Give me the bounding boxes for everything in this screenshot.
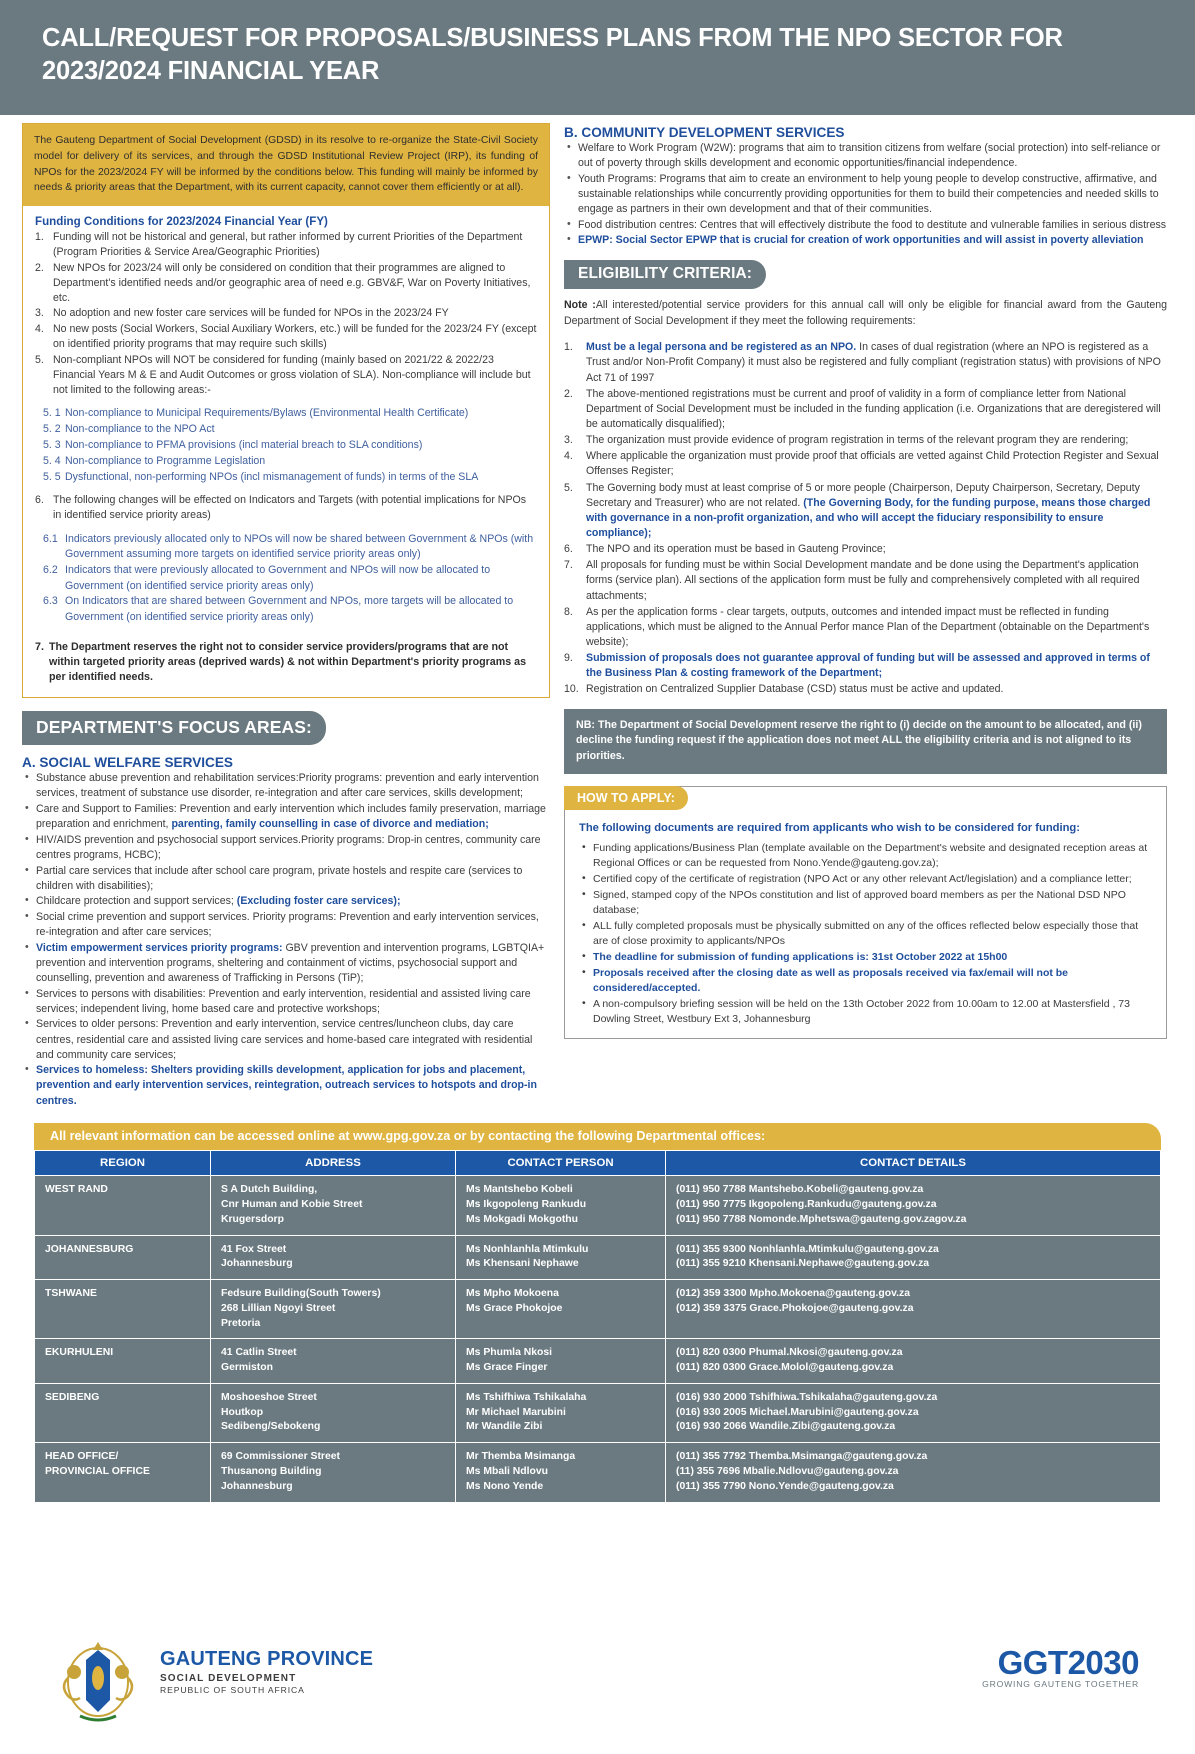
item-number: 7.	[564, 559, 573, 572]
list-item	[22, 941, 550, 986]
content-columns	[0, 115, 1195, 1109]
list-item	[564, 172, 1167, 217]
list-item	[35, 594, 537, 625]
right-column	[564, 123, 1167, 1109]
list-item	[22, 910, 550, 940]
intro-paragraph: The Gauteng Department of Social Development (GDSD) in its resolve to re-organize the State-Civil Society model for delivery of its services, and through the GDSD Institutional Review Project (IRP), its funding of NPOs for the 2023/2024 FY will be informed by the conditions below. This funding will mainly be informed by needs & priority areas that the Department, with its current capacity, cannot cover them efficiently or at all).	[23, 124, 549, 206]
list-item	[35, 306, 537, 321]
list-item	[564, 449, 1167, 479]
page-footer	[0, 1614, 1195, 1754]
list-item	[35, 470, 537, 485]
cell-region: TSHWANE	[35, 1280, 211, 1339]
item-number: 5. 5	[43, 470, 61, 483]
list-item	[579, 841, 1152, 871]
page-header	[0, 0, 1195, 115]
left-column	[22, 123, 550, 1109]
funding-conditions-list	[35, 230, 537, 397]
item-number: 6.2	[43, 564, 58, 577]
item-number: 1.	[35, 231, 44, 244]
item-number: 5. 4	[43, 454, 61, 467]
item-text: New NPOs for 2023/24 will only be considered on condition that their programmes are aligned to Department's identified needs and/or geographic area of need e.g. GBV&F, War on Poverty Initiatives, etc.	[53, 261, 531, 304]
section-a-title: A. SOCIAL WELFARE SERVICES	[22, 755, 233, 771]
cell-region: SEDIBENG	[35, 1383, 211, 1442]
list-item	[35, 406, 537, 421]
condition-7	[35, 640, 537, 686]
item-text: Social crime prevention and support services. Priority programs: Prevention and early intervention services, re-integration and after care services;	[36, 910, 539, 939]
indicators-sublist	[35, 532, 537, 625]
item-number: 6.	[35, 494, 44, 507]
item-text: Funding applications/Business Plan (template available on the Department's website and designated reception areas at Regional Offices or can be requested from Nono.Yende@gauteng.gov.za);	[593, 841, 1148, 869]
item-highlight: EPWP: Social Sector EPWP that is crucial for creation of work opportunities and will assist in poverty alleviation	[578, 234, 1144, 247]
cell-details: (011) 355 9300 Nonhlanhla.Mtimkulu@gauteng.gov.za (011) 355 9210 Khensani.Nephawe@gauteng.gov.za	[666, 1235, 1161, 1280]
contacts-section	[34, 1123, 1161, 1502]
item-number: 4.	[35, 322, 44, 335]
item-text: Partial care services that include after school care program, private hostels and respite care (services to children with disabilities);	[36, 864, 523, 892]
table-body	[35, 1176, 1161, 1502]
item-text: ALL fully completed proposals must be physically submitted on any of the offices reflected below especially those that are of close proximity to applicants/NPOs	[593, 919, 1139, 947]
cell-address: 69 Commissioner Street Thusanong Building Johannesburg	[211, 1443, 456, 1502]
list-item	[564, 651, 1167, 681]
item-text: Indicators that were previously allocated to Government and NPOs will now be allocated to Government (on identified service priority areas only)	[65, 564, 491, 592]
item-text: Youth Programs: Programs that aim to create an environment to help young people to develop constructive, affirmative, and sustainable relationships while concurrently providing opportunities for them to build their competencies and needed skills to engage as partners in their own development and that of their communities.	[578, 172, 1159, 216]
item-text: All proposals for funding must be within Social Development mandate and be done using the Department's application forms (service plan). All sections of the application form must be fully and comprehensively completed with all required attachments;	[586, 559, 1140, 602]
list-item	[22, 833, 550, 863]
item-text: Indicators previously allocated only to NPOs will now be shared between Government & NPOs (with Government assuming more targets on identified service priority areas only)	[65, 532, 534, 561]
item-highlight: Services to homeless: Shelters providing skills development, application for jobs and placement, prevention and early intervention services, reintegration, outreach services to hotspots and drop-in centres.	[36, 1064, 537, 1107]
country-name: REPUBLIC OF SOUTH AFRICA	[160, 1685, 305, 1695]
item-text: The organization must provide evidence of program registration in terms of the relevant program they are rendering;	[586, 434, 1129, 447]
item-number: 5. 3	[43, 438, 61, 451]
list-item	[35, 422, 537, 437]
nb-box: NB: The Department of Social Development reserve the right to (i) decide on the amount to be allocated, and (ii) decline the funding request if the application does not meet ALL the eligibility criteria and is not aligned to its priorities.	[564, 709, 1167, 775]
item-text: Food distribution centres: Centres that will effectively distribute the food to destitute and vulnerable families in serious distress	[578, 218, 1167, 231]
list-item	[579, 888, 1152, 918]
list-item	[564, 542, 1167, 557]
coat-of-arms-icon	[50, 1638, 146, 1731]
cell-details: (012) 359 3300 Mpho.Mokoena@gauteng.gov.za (012) 359 3375 Grace.Phokojoe@gauteng.gov.za	[666, 1280, 1161, 1339]
cell-region: EKURHULENI	[35, 1339, 211, 1384]
eligibility-note-text: All interested/potential service providers for this annual call will only be eligible for financial award from the Gauteng Department of Social Development if they meet the following requirements:	[564, 299, 1168, 328]
item-highlight: (Excluding foster care services);	[236, 895, 401, 908]
list-item	[564, 218, 1167, 233]
item-highlight: Submission of proposals does not guarantee approval of funding but will be assessed and approved in terms of the Business Plan & costing framework of the Department;	[586, 652, 1150, 680]
how-to-apply-intro: The following documents are required from applicants who wish to be considered for funding:	[579, 822, 1080, 835]
item-text: Care and Support to Families: Prevention and early intervention which includes family preservation, marriage preparation and enrichment,	[36, 802, 546, 831]
ggt-main: GGT	[997, 1644, 1068, 1681]
item-number: 5. 2	[43, 422, 61, 435]
list-item	[35, 438, 537, 453]
list-item	[22, 771, 550, 801]
item-number: 5.	[564, 481, 573, 494]
cell-person: Ms Nonhlanhla Mtimkulu Ms Khensani Nephawe	[456, 1235, 666, 1280]
eligibility-ribbon-wrap	[564, 260, 1167, 289]
list-item	[564, 558, 1167, 603]
item-text: The NPO and its operation must be based in Gauteng Province;	[586, 543, 886, 556]
cell-person: Ms Tshifhiwa Tshikalaha Mr Michael Marubini Mr Wandile Zibi	[456, 1383, 666, 1442]
column-header: REGION	[35, 1151, 211, 1176]
cell-region: JOHANNESBURG	[35, 1235, 211, 1280]
eligibility-note	[564, 298, 1167, 330]
cell-address: Fedsure Building(South Towers) 268 Lillian Ngoyi Street Pretoria	[211, 1280, 456, 1339]
table-row	[35, 1339, 1161, 1384]
item-number: 4.	[564, 450, 573, 463]
item-number: 9.	[564, 652, 573, 665]
column-header: ADDRESS	[211, 1151, 456, 1176]
item-text: Non-compliance to the NPO Act	[65, 422, 215, 435]
ggt-tagline: GROWING GAUTENG TOGETHER	[982, 1679, 1139, 1689]
funding-conditions-body	[23, 206, 549, 687]
item-text: Funding will not be historical and general, but rather informed by current Priorities of the Department (Program Priorities & Service Area/Geographic Priorities)	[53, 231, 523, 259]
item-number: 6.1	[43, 532, 58, 545]
item-text: Childcare protection and support services;	[36, 895, 237, 908]
how-to-apply-ribbon: HOW TO APPLY:	[564, 786, 688, 810]
item-highlight: parenting, family counselling in case of divorce and mediation;	[171, 818, 489, 831]
cell-details: (016) 930 2000 Tshifhiwa.Tshikalaha@gauteng.gov.za (016) 930 2005 Michael.Marubini@gauteng.gov.za (016) 930 2066 Wandile.Zibi@gauteng.gov.za	[666, 1383, 1161, 1442]
item-text: The Governing body must at least comprise of 5 or more people (Chairperson, Deputy Chairperson, Secretary, Deputy Secretary and Treasurer) who are not related.	[586, 481, 1140, 509]
cell-address: 41 Fox Street Johannesburg	[211, 1235, 456, 1280]
list-item	[35, 230, 537, 260]
item-number: 6.3	[43, 595, 58, 608]
cell-region: WEST RAND	[35, 1176, 211, 1235]
cell-person: Ms Phumla Nkosi Ms Grace Finger	[456, 1339, 666, 1384]
column-header: CONTACT DETAILS	[666, 1151, 1161, 1176]
focus-areas-ribbon: DEPARTMENT'S FOCUS AREAS:	[22, 711, 326, 745]
contacts-banner: All relevant information can be accessed online at www.gpg.gov.za or by contacting the following Departmental offices:	[34, 1123, 1161, 1150]
item-number: 2.	[564, 387, 573, 400]
list-item	[564, 387, 1167, 432]
contacts-table	[34, 1150, 1161, 1502]
ggt-year: 2030	[1067, 1644, 1139, 1681]
list-item	[564, 340, 1167, 385]
list-item	[22, 1017, 550, 1062]
eligibility-criteria-list	[564, 340, 1167, 697]
item-text: Services to persons with disabilities: Prevention and early intervention, residential and assisted living care services; independent living, home based care and protective workshops;	[36, 987, 531, 1015]
condition-7-number: 7.	[35, 640, 44, 653]
item-text: The following changes will be effected on Indicators and Targets (with potential implications for NPOs in identified service priority areas)	[53, 494, 527, 522]
list-item	[22, 894, 550, 909]
item-text: Where applicable the organization must provide proof that officials are vetted against Child Protection Register and Sexual Offenses Register;	[586, 450, 1159, 478]
how-to-apply-list	[565, 841, 1166, 1027]
item-number: 2.	[35, 261, 44, 274]
province-branding	[160, 1648, 373, 1695]
condition-7-text: The Department reserves the right not to consider service providers/programs that are not within targeted priority areas (deprived wards) & not within Department's priority programs as per identified needs.	[49, 640, 527, 683]
column-header: CONTACT PERSON	[456, 1151, 666, 1176]
item-text: A non-compulsory briefing session will be held on the 13th October 2022 from 10.00am to 12.00 at Mastersfield , 73 Dowling Street, Westbury Ext 3, Johannesburg	[593, 997, 1130, 1025]
item-text: Services to older persons: Prevention and early intervention, service centres/luncheon clubs, day care centres, residential care and assisted living care services and home-based care integrated with residential and community care services;	[36, 1018, 533, 1061]
item-number: 1.	[564, 341, 573, 354]
list-item	[579, 950, 1152, 965]
item-text: No adoption and new foster care services will be funded for NPOs in the 2023/24 FY	[53, 307, 449, 320]
list-item	[35, 353, 537, 398]
item-text: Signed, stamped copy of the NPOs constitution and list of approved board members as per the National DSD NPO database;	[593, 888, 1126, 916]
item-text: HIV/AIDS prevention and psychosocial support services.Priority programs: Drop-in centres, community care centres programs, HCBC);	[36, 833, 541, 861]
list-item	[564, 481, 1167, 542]
item-text: Non-compliance to PFMA provisions (incl material breach to SLA conditions)	[65, 438, 423, 451]
item-lead: Must be a legal persona and be registered as an NPO.	[586, 341, 857, 354]
page-title: CALL/REQUEST FOR PROPOSALS/BUSINESS PLANS FROM THE NPO SECTOR FOR 2023/2024 FINANCIAL YEAR	[42, 24, 1063, 85]
item-text: On Indicators that are shared between Government and NPOs, more targets will be allocated to Government (on identified service priority areas only)	[65, 595, 514, 623]
cell-address: 41 Catlin Street Germiston	[211, 1339, 456, 1384]
item-number: 10.	[564, 683, 579, 696]
condition-6	[35, 493, 537, 523]
list-item	[35, 261, 537, 306]
list-item	[564, 141, 1167, 171]
list-item	[35, 454, 537, 469]
community-development-list	[564, 141, 1167, 248]
item-text: Non-compliance to Programme Legislation	[65, 454, 266, 467]
province-name: GAUTENG PROVINCE	[160, 1648, 374, 1670]
noncompliance-sublist	[35, 406, 537, 485]
department-name: SOCIAL DEVELOPMENT	[160, 1673, 297, 1684]
item-text: Registration on Centralized Supplier Database (CSD) status must be active and updated.	[586, 683, 1004, 696]
item-text: Proposals received after the closing date as well as proposals received via fax/email will not be considered/accepted.	[593, 966, 1069, 994]
item-text: Dysfunctional, non-performing NPOs (incl mismanagement of funds) in terms of the SLA	[65, 470, 479, 483]
item-text: Welfare to Work Program (W2W): programs that aim to transition citizens from welfare (social protection) into self-reliance or out of poverty through skills development and economic opportunities/financial independence.	[578, 142, 1161, 170]
cell-details: (011) 355 7792 Themba.Msimanga@gauteng.gov.za (11) 355 7696 Mbalie.Ndlovu@gauteng.gov.za (011) 355 7790 Nono.Yende@gauteng.gov.za	[666, 1443, 1161, 1502]
table-row	[35, 1280, 1161, 1339]
funding-conditions-title: Funding Conditions for 2023/2024 Financial Year (FY)	[35, 215, 328, 229]
list-item	[564, 433, 1167, 448]
list-item	[579, 872, 1152, 887]
eligibility-note-label: Note :	[564, 299, 596, 312]
social-welfare-list	[22, 771, 550, 1109]
item-number: 5. 1	[43, 407, 61, 420]
cell-details: (011) 820 0300 Phumal.Nkosi@gauteng.gov.za (011) 820 0300 Grace.Molol@gauteng.gov.za	[666, 1339, 1161, 1384]
list-item	[35, 493, 537, 523]
cell-region: HEAD OFFICE/ PROVINCIAL OFFICE	[35, 1443, 211, 1502]
item-text: Certified copy of the certificate of registration (NPO Act or any other relevant Act/legislation) and a compliance letter;	[593, 872, 1132, 885]
item-text: No new posts (Social Workers, Social Auxiliary Workers, etc.) will be funded for the 2023/24 FY (except on identified priority programs that may require such skills)	[53, 322, 537, 350]
item-number: 5.	[35, 353, 44, 366]
list-item	[579, 997, 1152, 1027]
item-text: Non-compliance to Municipal Requirements/Bylaws (Environmental Health Certificate)	[65, 407, 469, 420]
item-number: 6.	[564, 543, 573, 556]
cell-person: Ms Mpho Mokoena Ms Grace Phokojoe	[456, 1280, 666, 1339]
table-row	[35, 1176, 1161, 1235]
list-item	[22, 1063, 550, 1108]
list-item	[35, 563, 537, 594]
eligibility-ribbon: ELIGIBILITY CRITERIA:	[564, 260, 766, 289]
ggt-logo	[982, 1644, 1139, 1689]
cell-address: Moshoeshoe Street Houtkop Sedibeng/Sebokeng	[211, 1383, 456, 1442]
list-item	[579, 919, 1152, 949]
item-number: 3.	[564, 434, 573, 447]
cell-details: (011) 950 7788 Mantshebo.Kobeli@gauteng.gov.za (011) 950 7775 Ikgopoleng.Rankudu@gauteng.gov.za (011) 950 7788 Nomonde.Mphetswa@gauteng.gov.zagov.za	[666, 1176, 1161, 1235]
item-number: 8.	[564, 605, 573, 618]
list-item	[35, 532, 537, 563]
item-text: The deadline for submission of funding applications is: 31st October 2022 at 15h00	[593, 950, 1008, 963]
item-text: GBV prevention and intervention programs, LGBTQIA+ prevention and intervention programs, sheltering and containment of victims, psychosocial support and counselling, prevention and awareness of Trafficking in Persons (TiP);	[36, 941, 545, 984]
item-lead: Victim empowerment services priority programs:	[36, 941, 283, 954]
cell-person: Ms Mantshebo Kobeli Ms Ikgopoleng Rankudu Ms Mokgadi Mokgothu	[456, 1176, 666, 1235]
table-row	[35, 1443, 1161, 1502]
item-text: Non-compliant NPOs will NOT be considered for funding (mainly based on 2021/22 & 2022/23 Financial Years M & E and Audit Outcomes or gross violation of SLA). Non-compliance will include but not limited to the following areas:-	[53, 353, 531, 396]
table-row	[35, 1235, 1161, 1280]
table-header-row	[35, 1151, 1161, 1176]
item-text: As per the application forms - clear targets, outputs, outcomes and intended impact must be reflected in funding applications, which must be aligned to the Annual Perfor mance Plan of the Department (obtainable on the Department's website);	[586, 605, 1150, 648]
funding-conditions-box	[22, 123, 550, 698]
list-item	[579, 966, 1152, 996]
how-to-apply-box	[564, 786, 1167, 1039]
item-text: In cases of dual registration (where an NPO is registered as a Trust and/or Non-Profit Company) it must also be registered and fully compliant (registration status) with provisions of NPO Act 71 of 1997	[586, 341, 1161, 384]
list-item	[35, 322, 537, 352]
item-highlight: (The Governing Body, for the funding purpose, means those charged with governance in a non-profit organization, and who will accept the fiduciary responsibility to ensure compliance);	[586, 496, 1151, 539]
list-item	[564, 233, 1167, 248]
list-item	[22, 864, 550, 894]
table-row	[35, 1383, 1161, 1442]
item-number: 3.	[35, 307, 44, 320]
list-item	[22, 987, 550, 1017]
cell-address: S A Dutch Building, Cnr Human and Kobie Street Krugersdorp	[211, 1176, 456, 1235]
list-item	[22, 802, 550, 832]
section-b-title: B. COMMUNITY DEVELOPMENT SERVICES	[564, 125, 845, 140]
list-item	[564, 605, 1167, 650]
item-text: Substance abuse prevention and rehabilitation services:Priority programs: prevention and early intervention services, treatment of substance use disorder, re-integration and after care services, skills development;	[36, 772, 539, 800]
cell-person: Mr Themba Msimanga Ms Mbali Ndlovu Ms Nono Yende	[456, 1443, 666, 1502]
item-text: The above-mentioned registrations must be current and proof of validity in a form of compliance letter from National Department of Social Development must be included in the funding application (i.e. Organizations that are deregistered will be automatically disqualified);	[586, 387, 1161, 430]
focus-ribbon-wrap	[22, 711, 550, 745]
list-item	[564, 682, 1167, 697]
